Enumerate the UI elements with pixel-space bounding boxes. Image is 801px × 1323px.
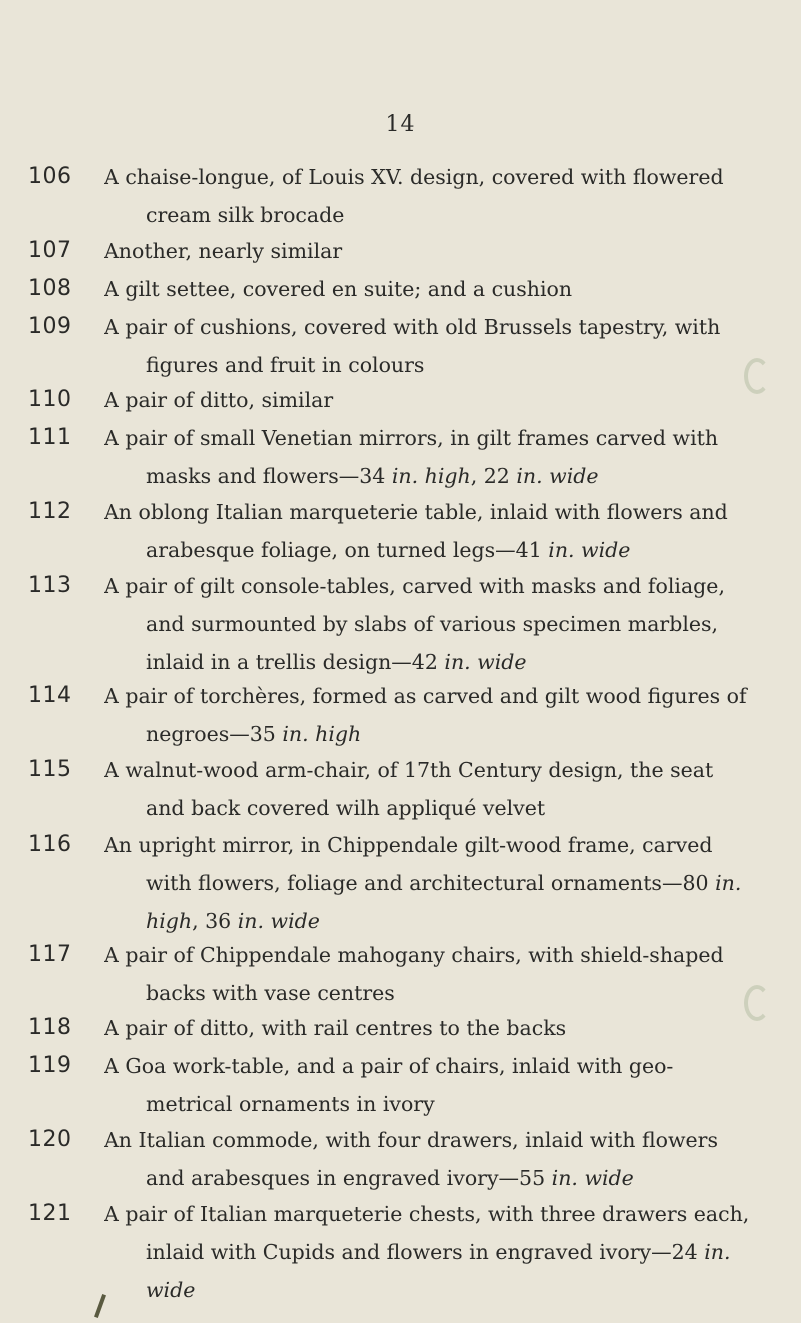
lot-number: 119 (28, 1053, 72, 1078)
lot-number: 117 (28, 942, 72, 967)
measurement-text: wide (146, 1278, 196, 1302)
lot-number: 121 (28, 1201, 72, 1226)
description-line (104, 936, 794, 974)
lot-number: 109 (28, 314, 72, 339)
description-line (104, 1195, 794, 1233)
description-text: A Goa work-table, and a pair of chairs, inlaid with geo- (104, 1054, 674, 1078)
description-text: with flowers, foliage and architectural ornaments—80 (146, 871, 716, 895)
description-text: A pair of Chippendale mahogany chairs, with shield-shaped (104, 943, 724, 967)
description-line (104, 493, 794, 531)
description-line (104, 864, 794, 902)
measurement-text: in. wide (551, 1166, 634, 1190)
description-text: A pair of Italian marqueterie chests, with three drawers each, (104, 1202, 750, 1226)
measurement-text: high (146, 909, 193, 933)
measurement-text: in. high (282, 722, 362, 746)
description-text: metrical ornaments in ivory (146, 1092, 435, 1116)
description-text: and surmounted by slabs of various specimen marbles, (146, 612, 719, 636)
description-text: , 22 (470, 464, 517, 488)
measurement-text: in. wide (444, 650, 527, 674)
lot-description (104, 1121, 794, 1197)
paper-stain-mark (744, 985, 770, 1021)
description-line (104, 751, 794, 789)
lot-description (104, 270, 794, 308)
description-line (104, 308, 794, 346)
lot-description (104, 381, 794, 419)
description-line (104, 457, 794, 495)
measurement-text: in. (715, 871, 742, 895)
description-text: figures and fruit in colours (146, 353, 425, 377)
lot-description (104, 158, 794, 234)
description-line (104, 346, 794, 384)
description-line (104, 270, 794, 308)
description-text: A pair of ditto, similar (104, 388, 334, 412)
description-text: negroes—35 (146, 722, 283, 746)
description-text: An Italian commode, with four drawers, inlaid with flowers (104, 1128, 718, 1152)
description-line (104, 158, 794, 196)
page-number: 14 (385, 112, 416, 137)
lot-description (104, 677, 794, 753)
description-line (104, 643, 794, 681)
description-text: backs with vase centres (146, 981, 395, 1005)
description-text: arabesque foliage, on turned legs—41 (146, 538, 549, 562)
description-text: cream silk brocade (146, 203, 345, 227)
measurement-text: in. (704, 1240, 731, 1264)
description-text: A walnut-wood arm-chair, of 17th Century design, the seat (104, 758, 714, 782)
description-text: A pair of cushions, covered with old Brussels tapestry, with (104, 315, 721, 339)
lot-number: 116 (28, 832, 72, 857)
lot-number: 107 (28, 238, 72, 263)
description-line (104, 1009, 794, 1047)
lot-number: 106 (28, 164, 72, 189)
description-line (104, 531, 794, 569)
lot-description (104, 826, 794, 940)
lot-description (104, 1009, 794, 1047)
description-line (104, 1233, 794, 1271)
measurement-text: in. wide (516, 464, 599, 488)
description-text: An upright mirror, in Chippendale gilt-wood frame, carved (104, 833, 713, 857)
description-line (104, 1121, 794, 1159)
lot-number: 112 (28, 499, 72, 524)
description-line (104, 567, 794, 605)
lot-number: 118 (28, 1015, 72, 1040)
lot-description (104, 232, 794, 270)
lot-description (104, 1195, 794, 1309)
description-line (104, 381, 794, 419)
description-text: inlaid in a trellis design—42 (146, 650, 445, 674)
description-line (104, 715, 794, 753)
description-text: masks and flowers—34 (146, 464, 392, 488)
description-line (104, 605, 794, 643)
lot-number: 110 (28, 387, 72, 412)
measurement-text: in. wide (548, 538, 631, 562)
measurement-text: in. wide (237, 909, 320, 933)
description-line (104, 789, 794, 827)
lot-description (104, 567, 794, 681)
lot-description (104, 419, 794, 495)
description-text: , 36 (192, 909, 238, 933)
description-text: and arabesques in engraved ivory—55 (146, 1166, 552, 1190)
lot-description (104, 1047, 794, 1123)
lot-description (104, 493, 794, 569)
lot-description (104, 936, 794, 1012)
description-line (104, 1047, 794, 1085)
lot-number: 120 (28, 1127, 72, 1152)
description-text: inlaid with Cupids and flowers in engraved ivory—24 (146, 1240, 705, 1264)
description-text: A chaise-longue, of Louis XV. design, covered with flowered (104, 165, 724, 189)
description-text: A pair of small Venetian mirrors, in gilt frames carved with (104, 426, 719, 450)
description-text: Another, nearly similar (104, 239, 343, 263)
lot-description (104, 308, 794, 384)
description-line (104, 419, 794, 457)
description-line (104, 1159, 794, 1197)
description-text: and back covered wilh appliqué velvet (146, 796, 546, 820)
description-text: A pair of gilt console-tables, carved with masks and foliage, (104, 574, 725, 598)
lot-number: 114 (28, 683, 72, 708)
measurement-text: in. high (391, 464, 471, 488)
description-text: A gilt settee, covered en suite; and a cushion (104, 277, 573, 301)
description-line (104, 902, 794, 940)
lot-number: 108 (28, 276, 72, 301)
description-line (104, 196, 794, 234)
description-text: An oblong Italian marqueterie table, inlaid with flowers and (104, 500, 728, 524)
description-line (104, 232, 794, 270)
description-line (104, 1085, 794, 1123)
lot-number: 113 (28, 573, 72, 598)
description-line (104, 826, 794, 864)
description-line (104, 1271, 794, 1309)
description-text: A pair of ditto, with rail centres to the backs (104, 1016, 567, 1040)
lot-number: 115 (28, 757, 72, 782)
paper-stain-mark (744, 358, 770, 394)
description-text: A pair of torchères, formed as carved and gilt wood figures of (104, 684, 747, 708)
description-line (104, 677, 794, 715)
description-line (104, 974, 794, 1012)
lot-description (104, 751, 794, 827)
lot-number: 111 (28, 425, 72, 450)
